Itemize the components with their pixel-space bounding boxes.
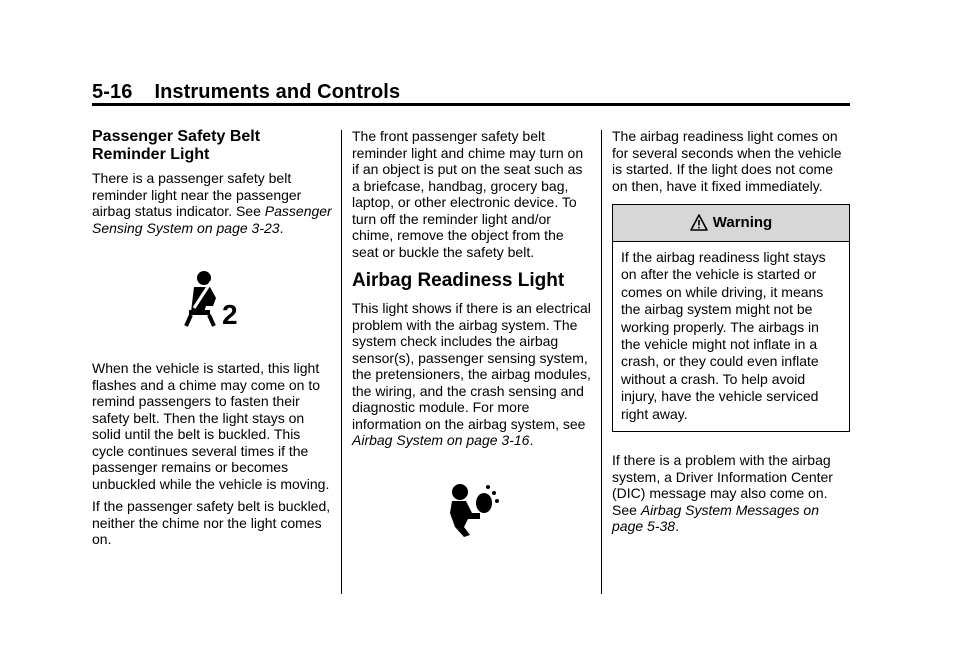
- column-3: [612, 128, 850, 541]
- airbag-system-link[interactable]: Airbag System on page 3-16: [352, 432, 530, 448]
- passenger-belt-intro: [92, 170, 332, 236]
- dic-message-end: .: [675, 518, 679, 535]
- column-1: [92, 128, 332, 554]
- passenger-belt-heading: Passenger Safety Belt Reminder Light: [92, 128, 261, 163]
- airbag-readiness-body: This light shows if there is an electrical problem with the airbag system. The system check includes the airbag sensor(s), passenger sensing system, the pretensioners, the airbag modules, the wiring, and the crash sensing and diagnostic module. For more information on the airbag system, see: [352, 300, 591, 432]
- column-2: [352, 128, 592, 537]
- warning-title: Warning: [712, 213, 773, 231]
- airbag-readiness-end: .: [529, 432, 534, 448]
- airbag-readiness-icon: [352, 483, 592, 537]
- readiness-check-text: The airbag readiness light comes on for several seconds when the vehicle is started. If the light does not come on then, have it fixed immediately.: [612, 128, 842, 194]
- dic-message-text: [612, 452, 850, 535]
- intro-text: There is a passenger safety belt reminder light near the passenger airbag status indicator. See: [92, 170, 302, 219]
- airbag-messages-link[interactable]: Airbag System Messages on page 5-38: [612, 501, 820, 535]
- warning-box: [612, 204, 850, 432]
- warning-header: [613, 205, 849, 242]
- airbag-readiness-heading: Airbag Readiness Light: [352, 270, 565, 291]
- column-divider-1: [341, 130, 342, 594]
- dic-message-body: If there is a problem with the airbag system, a Driver Information Center (DIC) message may also come on. See: [612, 452, 833, 518]
- column-divider-2: [601, 130, 602, 594]
- passenger-sensing-link[interactable]: Passenger Sensing System on page 3-23: [92, 203, 332, 236]
- passenger-belt-behavior: When the vehicle is started, this light flashes and a chime may come on to remind passengers to fasten their safety belt. Then the light stays on solid until the belt is buckled. This cycle continues several times if the passenger remains or becomes unbuckled while the vehicle is moving.: [92, 360, 330, 492]
- warning-body: If the airbag readiness light stays on after the vehicle is started or comes on while driving, it means the airbag system might not be working properly. The airbags in the vehicle might not inflate in a crash, or they could even inflate without a crash. To help avoid injury, have the vehicle serviced right away.: [621, 249, 826, 422]
- object-on-seat-text: The front passenger safety belt reminder light and chime may turn on if an object is put on the seat such as a briefcase, handbag, grocery bag, laptop, or other electronic device. To turn off the reminder light and/or chime, remove the object from the seat or buckle the safety belt.: [352, 128, 584, 260]
- svg-text:2: 2: [222, 299, 238, 330]
- airbag-readiness-text: [352, 300, 592, 449]
- header-rule: [92, 103, 850, 106]
- passenger-belt-buckled: If the passenger safety belt is buckled, neither the chime nor the light comes on.: [92, 498, 331, 547]
- warning-triangle-icon: [690, 214, 708, 232]
- intro-end: .: [279, 219, 284, 236]
- page-number: 5-16: [92, 81, 133, 103]
- section-title: Instruments and Controls: [154, 81, 401, 103]
- passenger-seatbelt-reminder-icon: [92, 270, 332, 330]
- page-header: [92, 80, 850, 104]
